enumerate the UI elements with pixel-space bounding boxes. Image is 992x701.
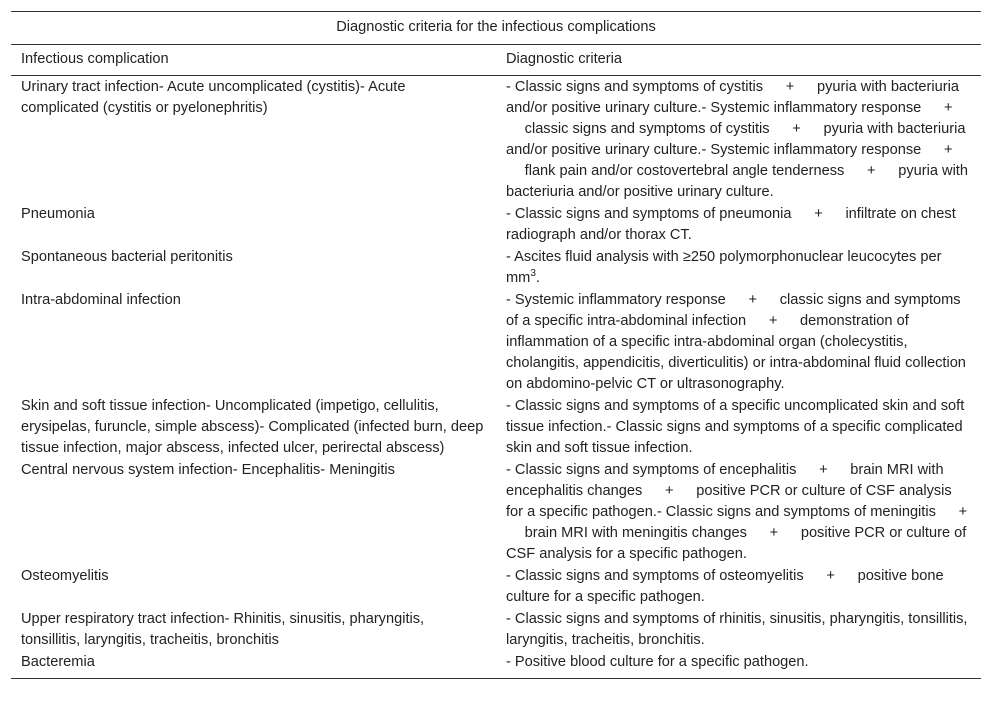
criteria-end: . xyxy=(535,270,540,286)
criteria-cell: - Classic signs and symptoms of cystitis + pyuria with bacteriuria and/or positive urinary culture.- Systemic inflammatory response + classic signs and symptoms of cystitis + pyuria with bacteriuria and/or positive urinary culture.- Systemic inflammatory response + flank pain and/or costovertebral angle tenderness + pyuria with bacteriuria and/or positive urinary culture. xyxy=(506,79,968,200)
criteria-cell: - Classic signs and symptoms of pneumonia + infiltrate on chest radiograph and/or thorax CT. xyxy=(506,206,956,243)
table-row xyxy=(11,395,981,459)
table-title: Diagnostic criteria for the infectious complications xyxy=(11,12,981,45)
criteria-cell: - Positive blood culture for a specific pathogen. xyxy=(496,651,981,679)
criteria-cell xyxy=(496,246,981,289)
complication-cell: Urinary tract infection- Acute uncomplicated (cystitis)- Acute complicated (cystitis or pyelonephritis) xyxy=(21,79,406,116)
column-header-criteria: Diagnostic criteria xyxy=(496,45,981,76)
column-header-complication: Infectious complication xyxy=(11,45,496,76)
criteria-cell: - Classic signs and symptoms of a specific uncomplicated skin and soft tissue infection.- Classic signs and symptoms of a specific complicated skin and soft tissue infection. xyxy=(506,398,965,456)
criteria-cell: - Systemic inflammatory response + classic signs and symptoms of a specific intra-abdominal infection + demonstration of inflammation of a specific intra-abdominal organ (cholecystitis, cholangitis, appendicitis, diverticulitis) or intra-abdominal fluid collection on abdomino-pelvic CT or ultrasonography. xyxy=(506,292,966,392)
table-row xyxy=(11,651,981,679)
criteria-text: - Ascites fluid analysis with ≥250 polymorphonuclear leucocytes per mm xyxy=(506,249,942,286)
table-row xyxy=(11,565,981,608)
table-row xyxy=(11,246,981,289)
complication-cell: Upper respiratory tract infection- Rhinitis, sinusitis, pharyngitis, tonsillitis, laryngitis, tracheitis, bronchitis xyxy=(21,611,425,648)
complication-cell: Intra-abdominal infection xyxy=(21,292,181,308)
complication-cell: Bacteremia xyxy=(11,651,496,679)
table-row xyxy=(11,459,981,565)
table-row xyxy=(11,76,981,204)
complication-cell: Pneumonia xyxy=(21,206,95,222)
table-row xyxy=(11,608,981,651)
criteria-cell: - Classic signs and symptoms of encephalitis + brain MRI with encephalitis changes + positive PCR or culture of CSF analysis for a specific pathogen.- Classic signs and symptoms of meningitis + brain MRI with meningitis changes + positive PCR or culture of CSF analysis for a specific pathogen. xyxy=(506,462,968,562)
table-row xyxy=(11,203,981,246)
complication-cell: Central nervous system infection- Encephalitis- Meningitis xyxy=(21,462,395,478)
criteria-cell: - Classic signs and symptoms of rhinitis, sinusitis, pharyngitis, tonsillitis, laryngitis, tracheitis, bronchitis. xyxy=(506,611,968,648)
superscript: 3 xyxy=(530,268,536,280)
diagnostic-criteria-table xyxy=(11,11,981,679)
criteria-cell: - Classic signs and symptoms of osteomyelitis + positive bone culture for a specific pathogen. xyxy=(506,568,944,605)
complication-cell: Spontaneous bacterial peritonitis xyxy=(21,249,233,265)
complication-cell: Skin and soft tissue infection- Uncomplicated (impetigo, cellulitis, erysipelas, furuncle, simple abscess)- Complicated (infected burn, deep tissue infection, major abscess, infected ulcer, perirectal abscess) xyxy=(21,398,484,456)
table-row xyxy=(11,289,981,395)
complication-cell: Osteomyelitis xyxy=(21,568,109,584)
table-title-row xyxy=(11,12,981,45)
table-header-row xyxy=(11,45,981,76)
